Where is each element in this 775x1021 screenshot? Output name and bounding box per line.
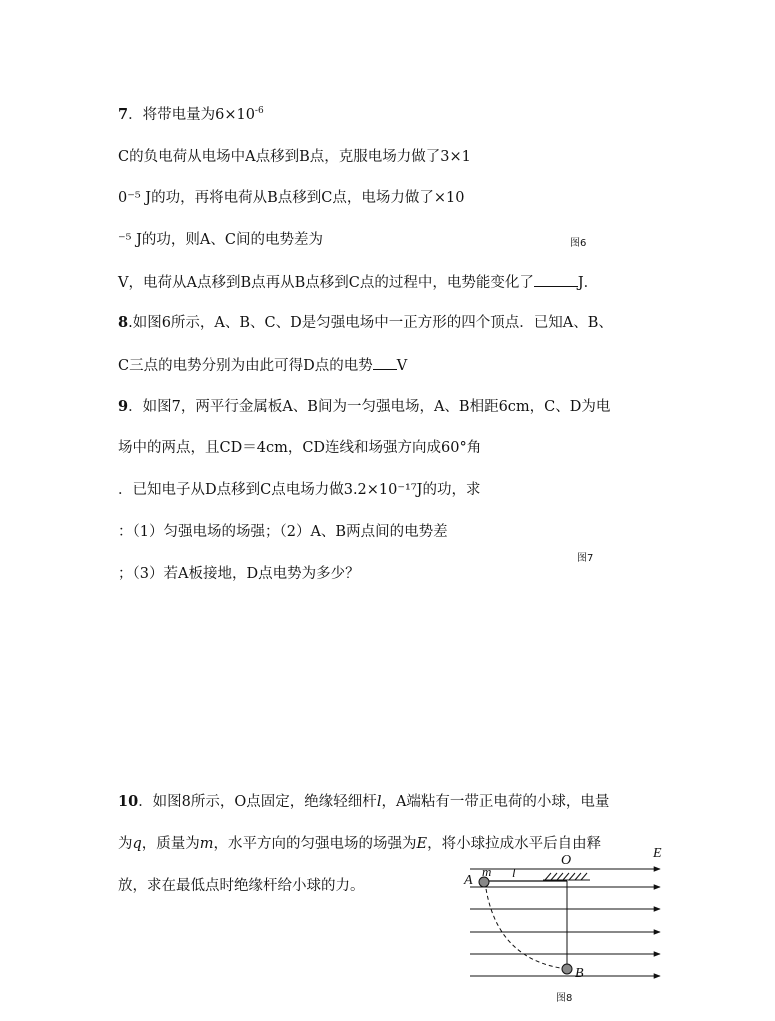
q7-exponent: -6 bbox=[254, 106, 264, 116]
q10-number: 10 bbox=[118, 793, 139, 810]
label-B: B bbox=[575, 966, 584, 981]
q7-line-4: ⁻⁵ J的功，则A、C间的电势差为 bbox=[118, 232, 323, 248]
q9-line-4: ：（1）匀强电场的场强；（2）A、B两点间的电势差 bbox=[118, 524, 448, 540]
q8-line-2 bbox=[118, 355, 407, 376]
q7-text-1: ．将带电量为6×10 bbox=[128, 107, 255, 123]
q7-line-5 bbox=[118, 272, 598, 293]
q10-text-2b: ，质量为 bbox=[141, 836, 200, 852]
q10-line-1 bbox=[118, 792, 609, 812]
q10-var-q: q bbox=[132, 836, 142, 852]
q7-text-5b: J． bbox=[577, 275, 599, 291]
label-l: l bbox=[512, 865, 516, 880]
q9-line-3: ．已知电子从D点移到C点电场力做3.2×10⁻¹⁷J的功，求 bbox=[118, 482, 481, 498]
field-lines bbox=[470, 869, 660, 976]
q7-line-1 bbox=[118, 105, 264, 125]
q9-text-1: ．如图7，两平行金属板A、B间为一匀强电场，A、B相距6cm，C、D为电 bbox=[128, 399, 611, 415]
q9-line-1 bbox=[118, 397, 610, 417]
figure-7-caption: 图7 bbox=[577, 553, 594, 564]
q8-line-1 bbox=[118, 313, 613, 333]
q8-number: 8 bbox=[118, 314, 129, 331]
figure-6-caption: 图6 bbox=[570, 238, 587, 249]
pivot-support bbox=[543, 873, 590, 880]
q9-line-5: ；（3）若A板接地，D点电势为多少？ bbox=[118, 566, 360, 582]
q10-text-1a: ．如图8所示，O点固定，绝缘轻细杆 bbox=[138, 794, 377, 810]
q7-line-2: C的负电荷从电场中A点移到B点，克服电场力做了3×1 bbox=[118, 149, 471, 165]
swing-path bbox=[485, 882, 567, 969]
figure-8-caption: 图8 bbox=[556, 993, 573, 1004]
q7-text-5a: V，电荷从A点移到B点再从B点移到C点的过程中，电势能变化了 bbox=[118, 275, 534, 291]
label-E: E bbox=[653, 846, 662, 861]
q10-var-E: E bbox=[416, 836, 428, 852]
q10-text-2a: 为 bbox=[118, 836, 133, 852]
label-A: A bbox=[464, 873, 473, 888]
figure-8-diagram bbox=[455, 840, 685, 1015]
q8-answer-blank bbox=[373, 355, 397, 370]
q10-var-l: l bbox=[376, 794, 382, 810]
q9-number: 9 bbox=[118, 398, 129, 415]
q8-unit: V bbox=[396, 358, 408, 374]
q9-line-2: 场中的两点，且CD＝4cm，CD连线和场强方向成60°角 bbox=[118, 440, 482, 456]
q8-text-2: C三点的电势分别为由此可得D点的电势 bbox=[118, 358, 373, 374]
q10-text-2c: ，水平方向的匀强电场的场强为 bbox=[213, 836, 417, 852]
q7-number: 7 bbox=[118, 106, 129, 123]
label-O: O bbox=[561, 853, 572, 868]
q7-line-3: 0⁻⁵ J的功，再将电荷从B点移到C点，电场力做了×10 bbox=[118, 190, 465, 206]
q8-text-1: .如图6所示，A、B、C、D是匀强电场中一正方形的四个顶点．已知A、B、 bbox=[128, 315, 613, 331]
q10-text-2d: ，将小球拉成水平后自由释 bbox=[427, 836, 602, 852]
q10-line-3: 放，求在最低点时绝缘杆给小球的力。 bbox=[118, 878, 365, 894]
q7-answer-blank bbox=[534, 272, 578, 287]
q10-var-m: m bbox=[199, 836, 214, 852]
label-m: m bbox=[482, 864, 492, 879]
q10-text-1b: ，A端粘有一带正电荷的小球，电量 bbox=[381, 794, 610, 810]
ball-b bbox=[562, 964, 572, 974]
